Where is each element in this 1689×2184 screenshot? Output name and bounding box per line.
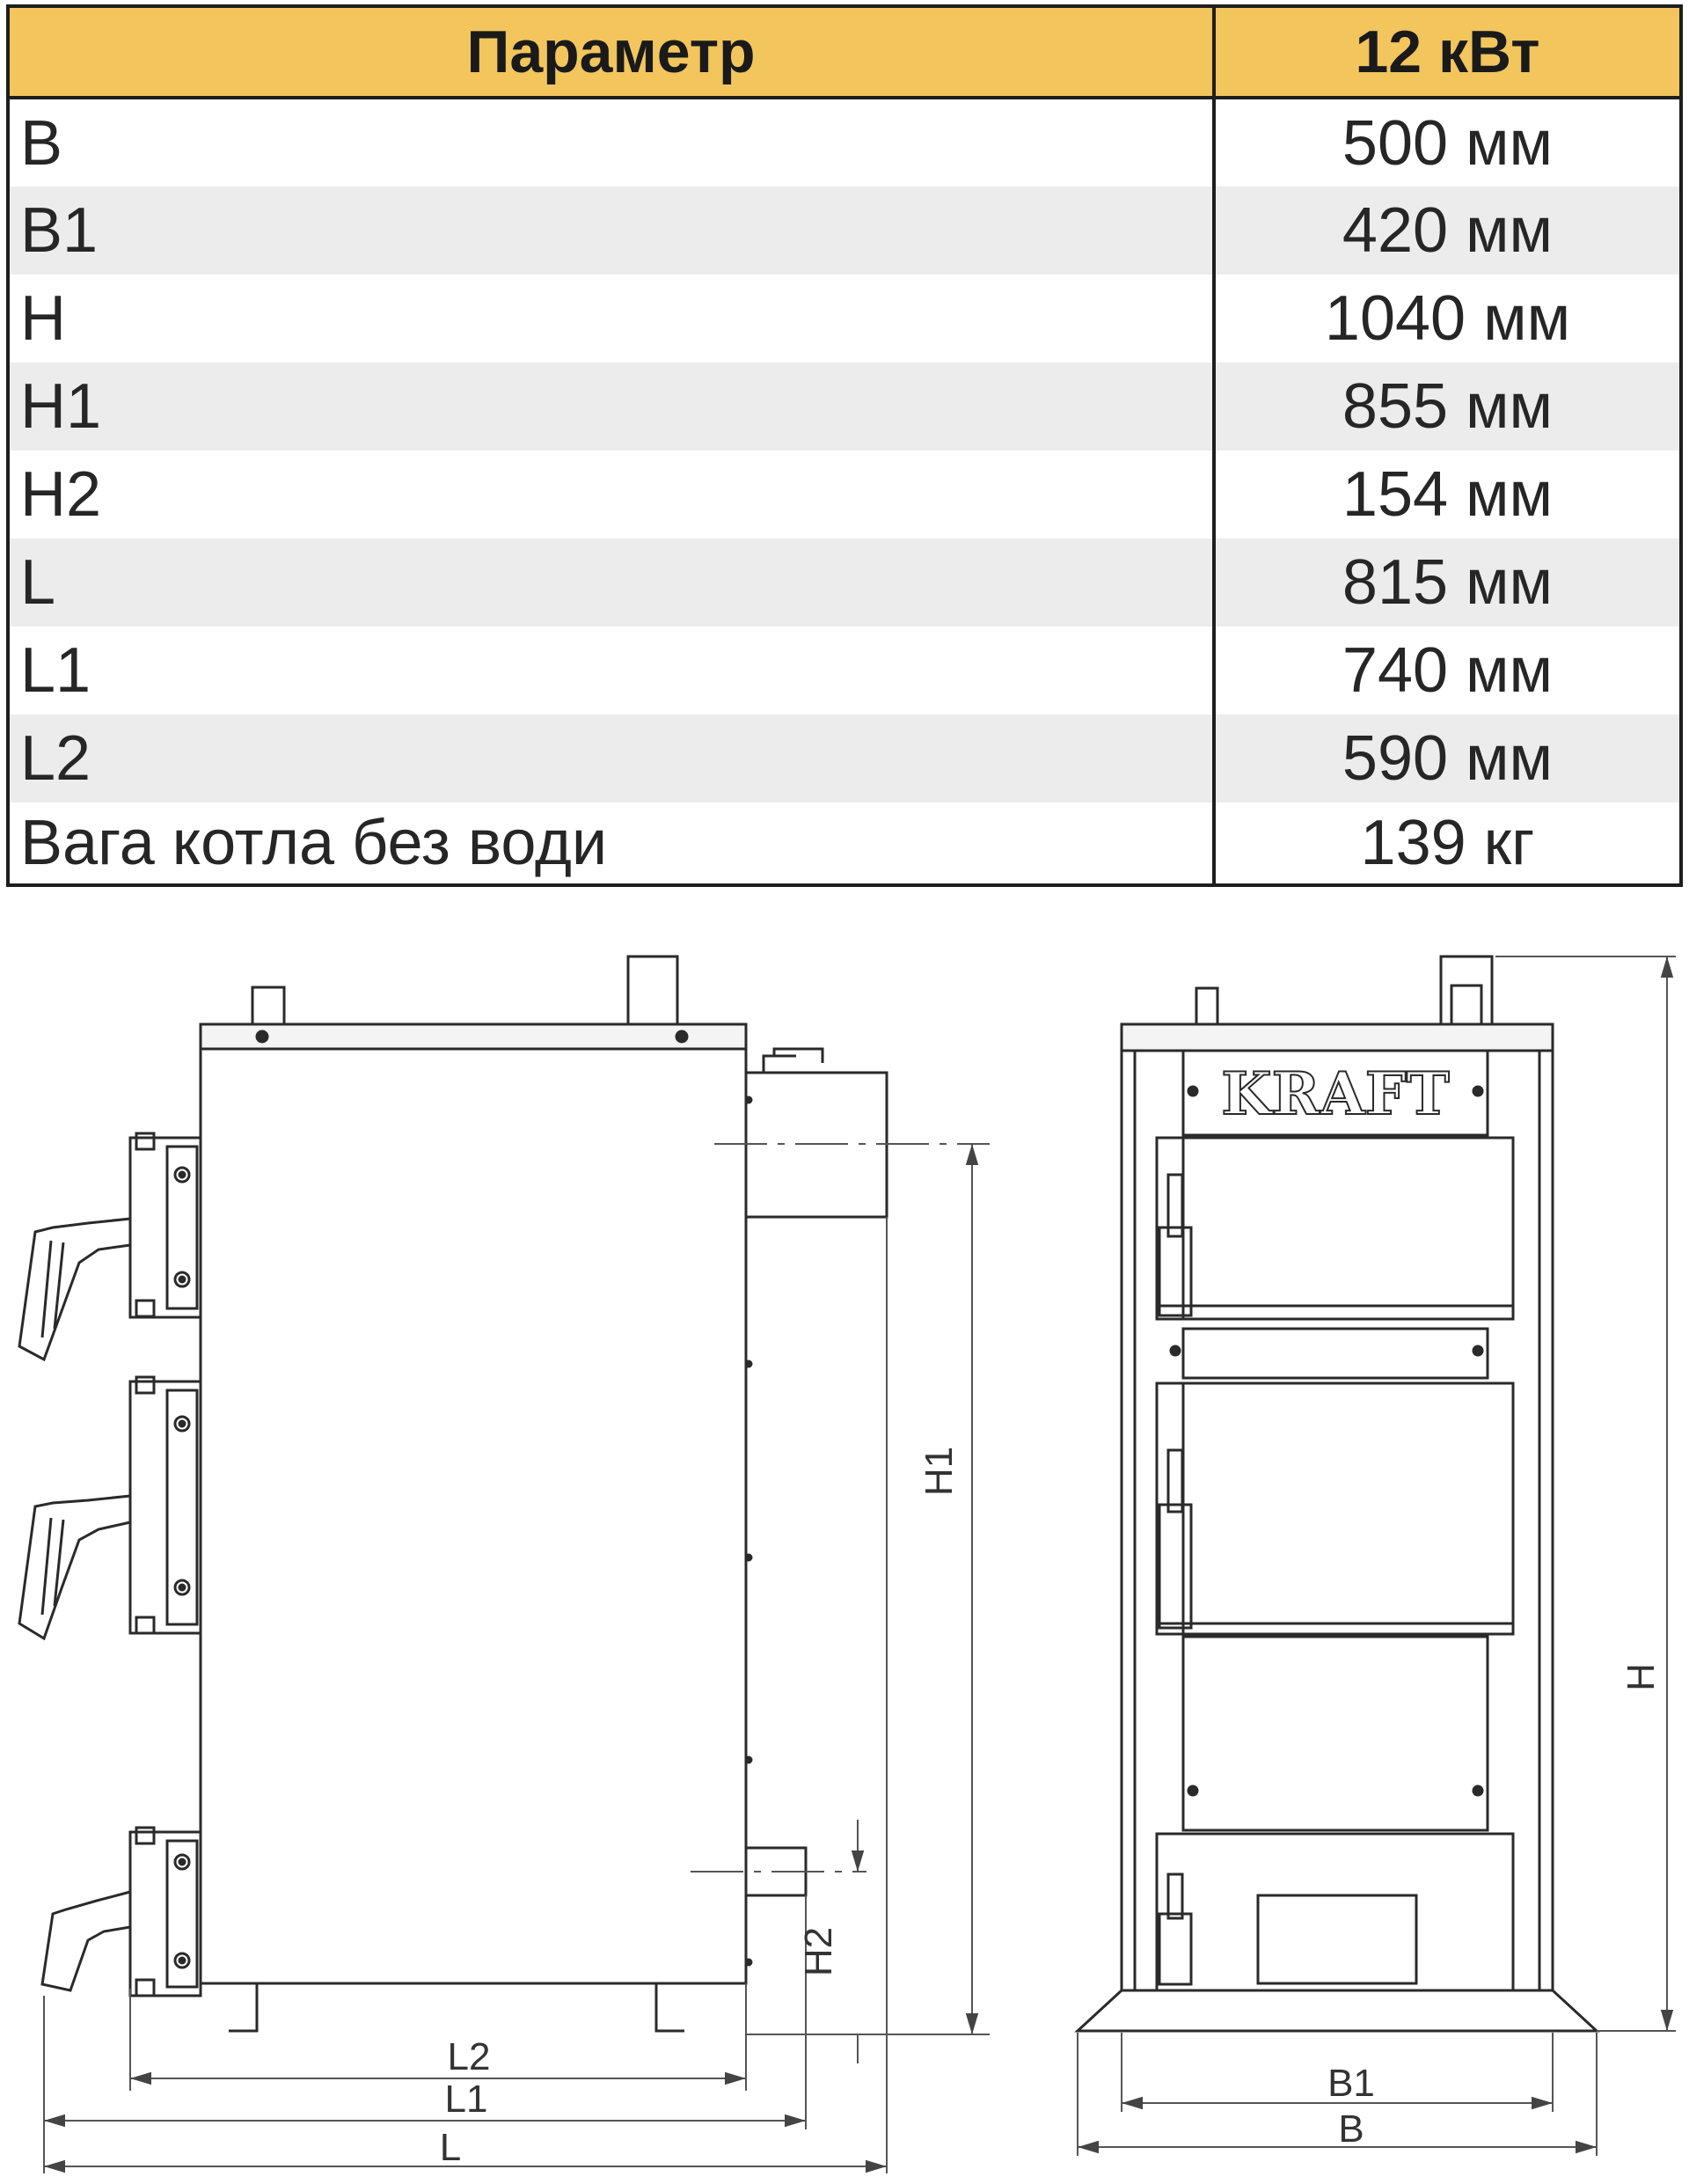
row-param: H1 — [20, 371, 102, 442]
table-row — [10, 539, 1679, 627]
side-view — [19, 956, 887, 2031]
row-param: Вага котла без води — [20, 808, 608, 878]
table-row — [10, 275, 1679, 363]
door-side-1 — [19, 1133, 201, 1360]
row-value: 855 мм — [1212, 363, 1679, 451]
table-row — [10, 803, 1679, 883]
top-pipe-large — [628, 956, 677, 1024]
dim-label-b: B — [1338, 2107, 1364, 2151]
row-value: 590 мм — [1212, 715, 1679, 803]
spec-table — [6, 4, 1683, 887]
dim-label-l: L — [439, 2126, 462, 2169]
dim-label-h: H — [1620, 1663, 1663, 1691]
table-header-row — [10, 8, 1679, 99]
front-door-2 — [1157, 1383, 1513, 1634]
table-row — [10, 99, 1679, 187]
header-param: Параметр — [466, 18, 756, 85]
front-door-3 — [1157, 1834, 1513, 1990]
row-value: 139 кг — [1212, 803, 1679, 883]
row-param: H — [20, 283, 66, 354]
table-row — [10, 715, 1679, 803]
door-side-2 — [19, 1377, 201, 1638]
row-param: H2 — [20, 459, 102, 530]
row-param: B1 — [20, 195, 99, 266]
dim-label-h1: H1 — [918, 1446, 961, 1497]
row-param: L — [20, 547, 56, 618]
row-param: L2 — [20, 723, 91, 794]
boiler-body-side — [201, 1049, 746, 1983]
row-value: 154 мм — [1212, 451, 1679, 539]
boiler-drawing — [0, 887, 1689, 2184]
table-row — [10, 451, 1679, 539]
dim-label-l2: L2 — [447, 2035, 491, 2078]
row-param: L1 — [20, 635, 91, 706]
row-value: 500 мм — [1212, 99, 1679, 187]
row-value: 1040 мм — [1212, 275, 1679, 363]
brand-logo: KRAFT — [1221, 1059, 1450, 1128]
top-pipe-small — [252, 987, 284, 1024]
front-base — [1078, 1990, 1597, 2031]
dim-label-l1: L1 — [444, 2078, 488, 2121]
row-param: B — [20, 107, 63, 179]
row-value: 815 мм — [1212, 539, 1679, 627]
front-panel — [1183, 1637, 1488, 1830]
dim-label-b1: B1 — [1327, 2062, 1375, 2105]
table-row — [10, 187, 1679, 275]
table-row — [10, 627, 1679, 715]
header-value: 12 кВт — [1212, 8, 1679, 96]
dim-label-h2: H2 — [797, 1926, 840, 1977]
row-value: 420 мм — [1212, 187, 1679, 275]
side-dimensions — [44, 1144, 990, 2173]
table-row — [10, 363, 1679, 451]
row-value: 740 мм — [1212, 627, 1679, 715]
door-side-3 — [42, 1828, 201, 1996]
front-door-1 — [1157, 1138, 1513, 1319]
